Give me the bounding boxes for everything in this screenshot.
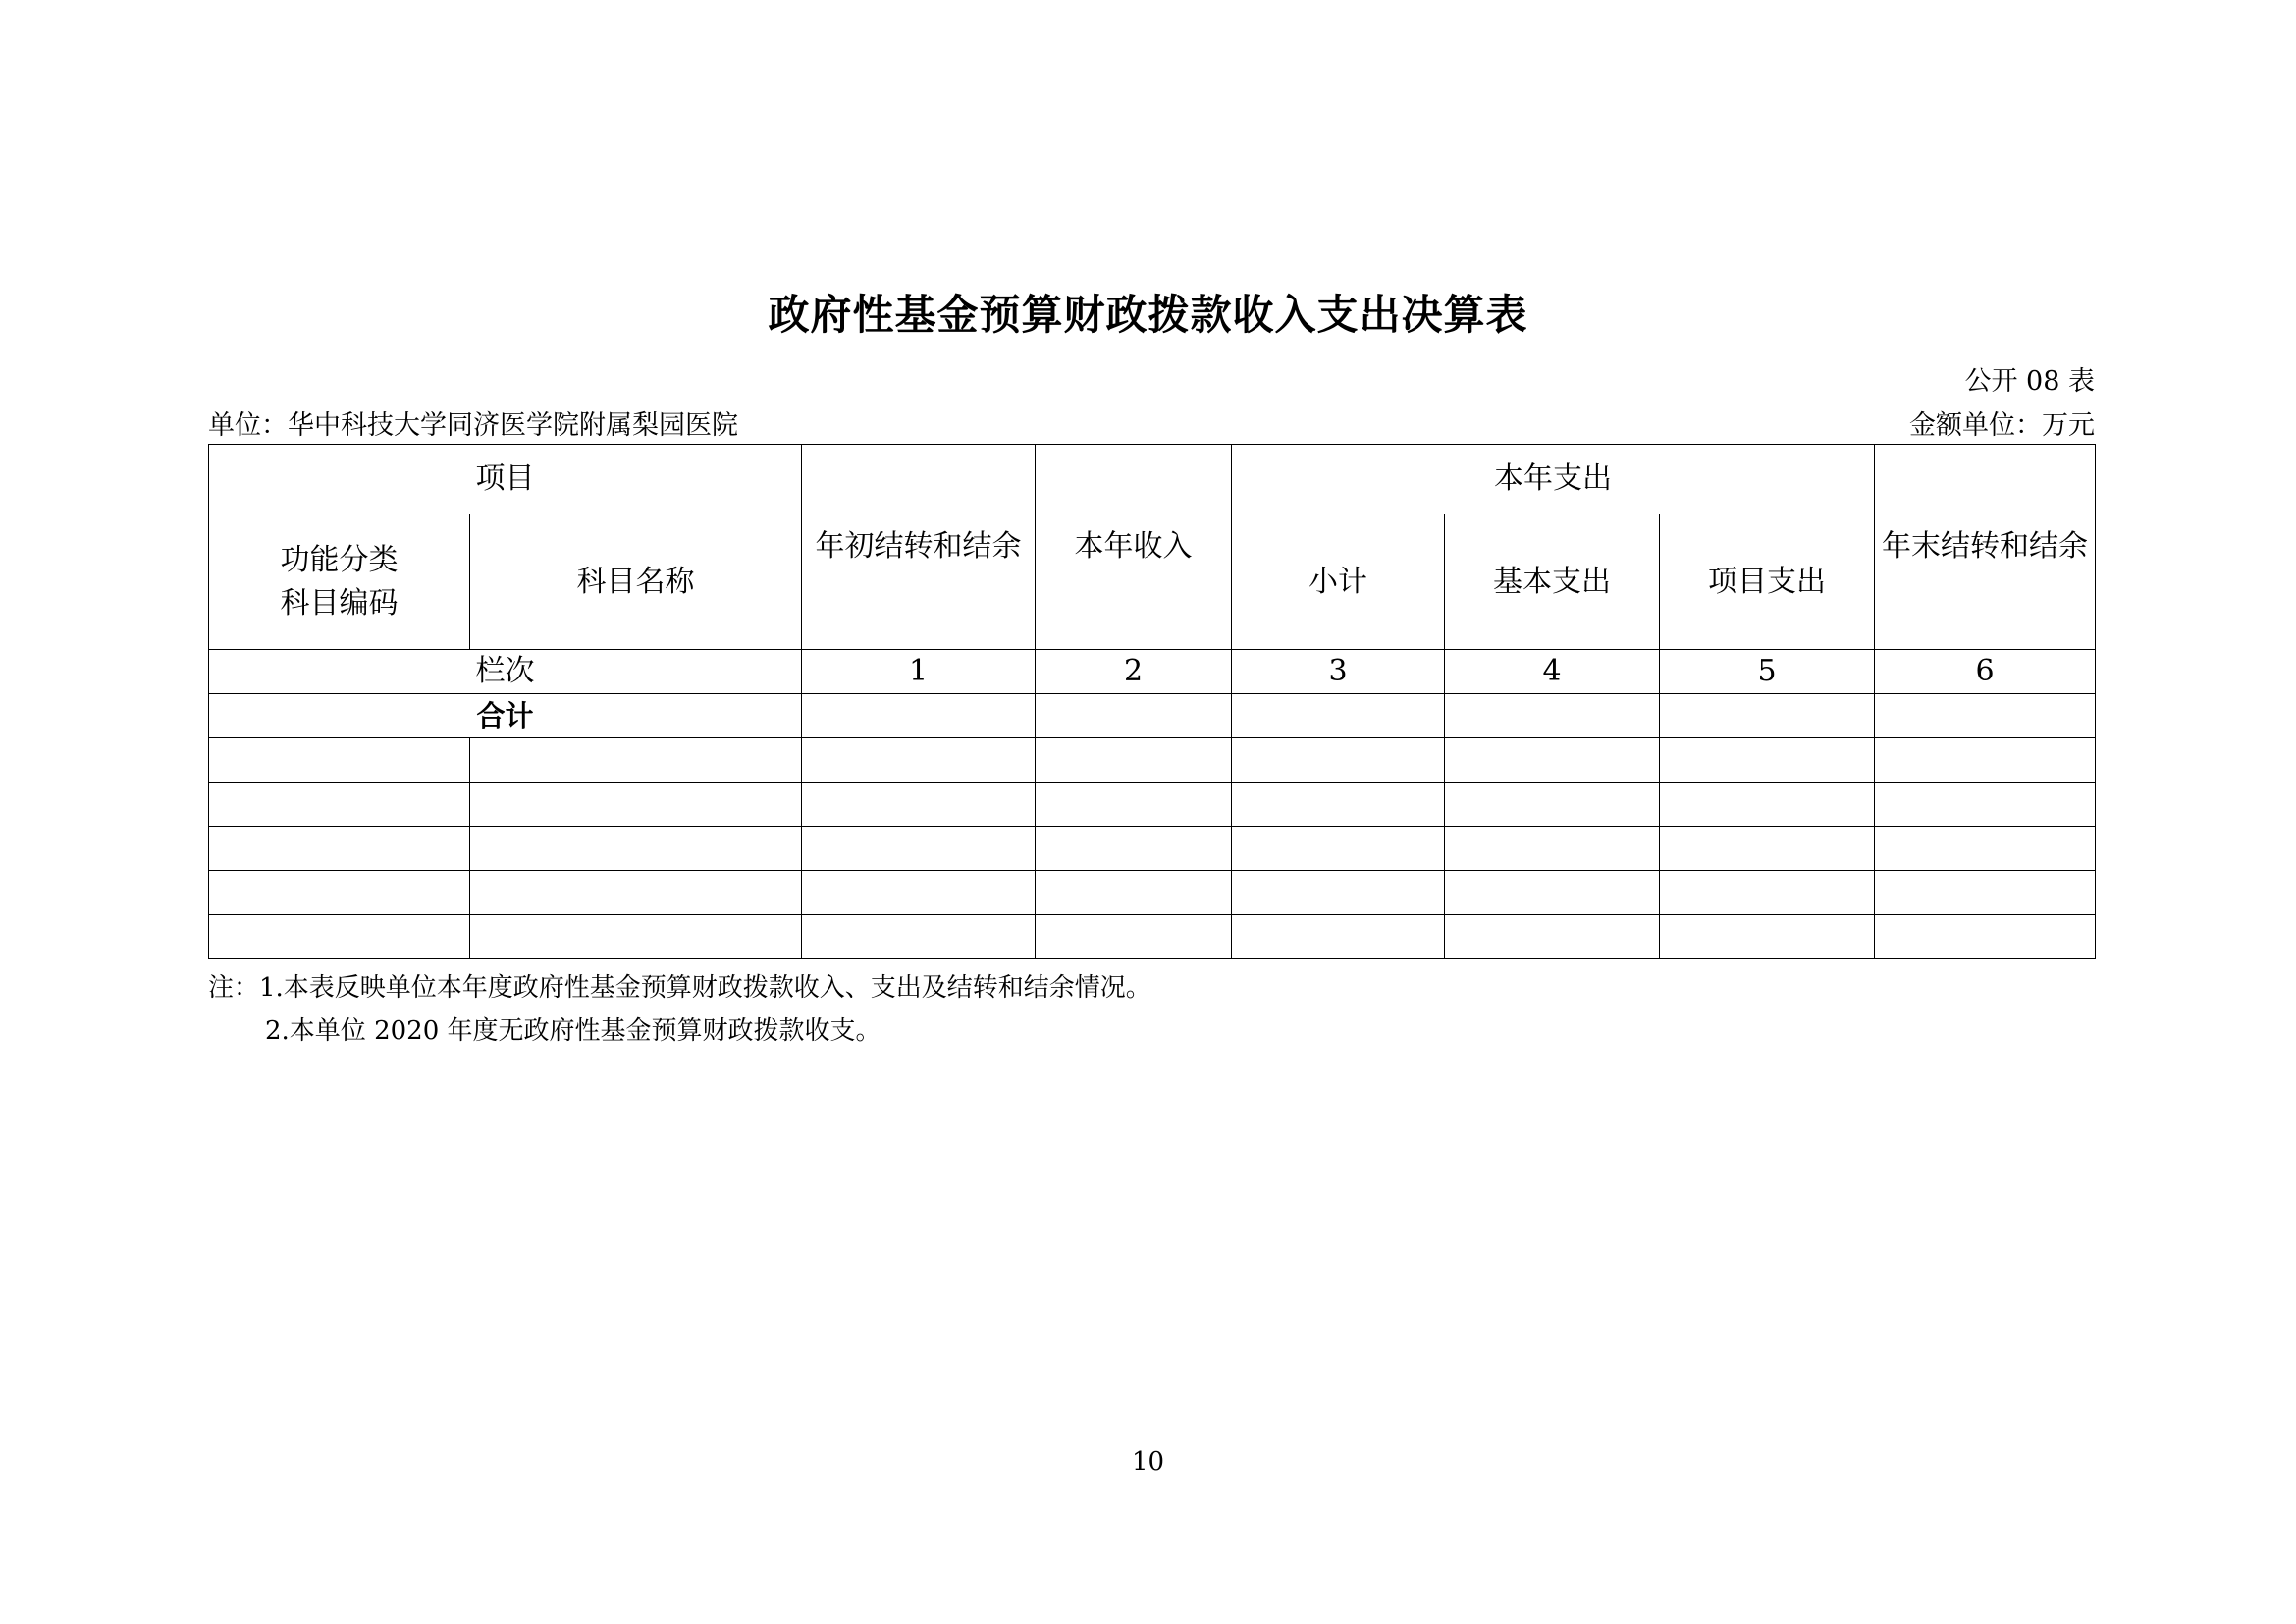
notes: [208, 966, 1151, 1053]
table-cell: [1036, 915, 1232, 959]
table-cell: [1660, 783, 1875, 827]
table-cell: [209, 783, 470, 827]
table-cell: [470, 738, 802, 783]
table-cell: [1445, 783, 1660, 827]
form-code: 公开 08 表: [1964, 366, 2095, 397]
table-cell: [1036, 694, 1232, 738]
column-number: 6: [1875, 650, 2096, 694]
table-cell: [1232, 827, 1445, 871]
table-cell: [1232, 783, 1445, 827]
table-cell: [1445, 738, 1660, 783]
header-end-balance: 年末结转和结余: [1875, 445, 2096, 650]
note-2: 2.本单位 2020 年度无政府性基金预算财政拨款收支。: [265, 1016, 881, 1046]
table-cell: [1232, 694, 1445, 738]
header-subject-name: 科目名称: [470, 514, 802, 650]
table-cell: [1660, 694, 1875, 738]
table-cell: [209, 827, 470, 871]
table-cell: [1875, 783, 2096, 827]
column-number: 4: [1445, 650, 1660, 694]
table-cell: [1445, 827, 1660, 871]
column-number: 5: [1660, 650, 1875, 694]
table-cell: [1875, 827, 2096, 871]
table-cell: [802, 738, 1036, 783]
table-row: [209, 827, 2096, 871]
table-cell: [1036, 871, 1232, 915]
table-cell: [802, 915, 1036, 959]
budget-table: [208, 444, 2096, 959]
table-cell: [1660, 915, 1875, 959]
column-index-row: [209, 650, 2096, 694]
table-cell: [1232, 871, 1445, 915]
table-cell: [1036, 783, 1232, 827]
header-income: 本年收入: [1036, 445, 1232, 650]
column-number: 3: [1232, 650, 1445, 694]
page-title: 政府性基金预算财政拨款收入支出决算表: [768, 291, 1528, 339]
note-1: 注：1.本表反映单位本年度政府性基金预算财政拨款收入、支出及结转和结余情况。: [208, 973, 1151, 1002]
table-cell: [470, 827, 802, 871]
table-cell: [1875, 871, 2096, 915]
table-cell: [1445, 915, 1660, 959]
table-cell: [1445, 694, 1660, 738]
table-cell: [1875, 738, 2096, 783]
unit-line: [208, 404, 2095, 442]
table-cell: [1875, 915, 2096, 959]
column-number: 1: [802, 650, 1036, 694]
table-cell: [1036, 738, 1232, 783]
table-row: [209, 738, 2096, 783]
table-cell: [1036, 827, 1232, 871]
table-cell: [1232, 915, 1445, 959]
table-cell: [802, 694, 1036, 738]
column-number: 2: [1036, 650, 1232, 694]
total-label: 合计: [209, 694, 802, 738]
table-row: [209, 915, 2096, 959]
total-row: [209, 694, 2096, 738]
table-cell: [470, 871, 802, 915]
table-row: [209, 783, 2096, 827]
table-cell: [470, 915, 802, 959]
table-cell: [1875, 694, 2096, 738]
header-project-expense: 项目支出: [1660, 514, 1875, 650]
page-number: 10: [1131, 1447, 1165, 1477]
header-row-1: [209, 445, 2096, 514]
table-cell: [1445, 871, 1660, 915]
header-project: 项目: [209, 445, 802, 514]
table-cell: [1660, 738, 1875, 783]
table-cell: [802, 827, 1036, 871]
table-cell: [1660, 871, 1875, 915]
table-row: [209, 871, 2096, 915]
header-basic-expense: 基本支出: [1445, 514, 1660, 650]
table-cell: [209, 738, 470, 783]
table-cell: [1232, 738, 1445, 783]
amount-unit: 金额单位：万元: [1909, 410, 2095, 441]
table-cell: [470, 783, 802, 827]
table-cell: [209, 871, 470, 915]
header-subtotal: 小计: [1232, 514, 1445, 650]
table-cell: [1660, 827, 1875, 871]
table-cell: [802, 871, 1036, 915]
header-begin-balance: 年初结转和结余: [802, 445, 1036, 650]
table-cell: [209, 915, 470, 959]
row-index-label: 栏次: [209, 650, 802, 694]
header-func-code: 功能分类 科目编码: [209, 514, 470, 650]
unit-label: 单位：华中科技大学同济医学院附属梨园医院: [208, 410, 738, 441]
header-expense: 本年支出: [1232, 445, 1875, 514]
table-cell: [802, 783, 1036, 827]
